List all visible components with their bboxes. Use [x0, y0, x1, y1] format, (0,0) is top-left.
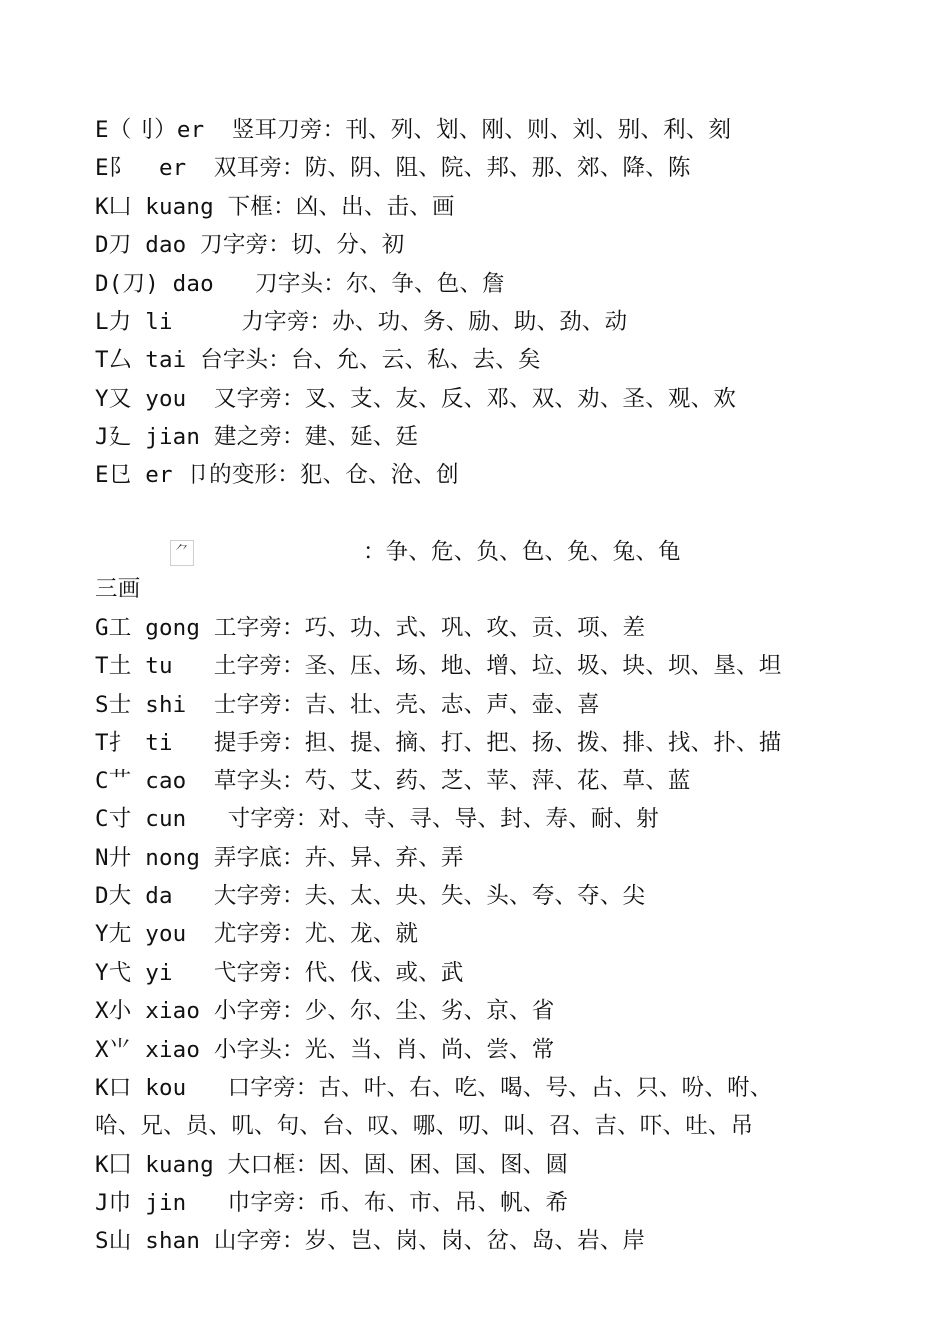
radical-line: D大 da 大字旁：夫、太、央、失、头、夸、夺、尖: [95, 883, 646, 909]
radical-line: T扌 ti 提手旁：担、提、摘、打、把、扬、拨、排、找、扑、描: [95, 730, 782, 756]
radical-line: X小 xiao 小字旁：少、尔、尘、劣、京、省: [95, 998, 555, 1024]
radical-line: S士 shi 士字旁：吉、壮、壳、志、声、壶、喜: [95, 692, 600, 718]
radical-line: K口 kou 口字旁：古、叶、右、吃、喝、号、占、只、吩、咐、: [95, 1075, 773, 1101]
radical-line: K囗 kuang 大口框：因、固、困、国、图、圆: [95, 1152, 569, 1178]
radical-line: K凵 kuang 下框：凶、出、击、画: [95, 194, 455, 220]
radical-line: D(刀) dao 刀字头：尔、争、色、詹: [95, 271, 505, 297]
radical-line: Y尢 you 尤字旁：尤、龙、就: [95, 921, 419, 947]
radical-line: D刀 dao 刀字旁：切、分、初: [95, 232, 405, 258]
radical-line: Y又 you 又字旁：叉、支、友、反、邓、双、劝、圣、观、欢: [95, 386, 737, 412]
radical-line: S山 shan 山字旁：岁、岂、岗、岗、岔、岛、岩、岸: [95, 1228, 646, 1254]
radical-line: C艹 cao 草字头：芍、艾、药、芝、苹、萍、花、草、蓝: [95, 768, 691, 794]
radical-line: L力 li 力字旁：办、功、务、励、助、劲、动: [95, 309, 628, 335]
special-radical-line: [95, 495, 681, 565]
radical-glyph-icon: ⺈: [170, 540, 194, 566]
radical-line: G工 gong 工字旁：巧、功、式、巩、攻、贡、项、差: [95, 615, 646, 641]
section-heading: 三画: [95, 576, 141, 602]
radical-line: X⺌ xiao 小字头：光、当、肖、尚、尝、常: [95, 1037, 555, 1063]
radical-line: T土 tu 土字旁：圣、压、场、地、增、垃、圾、块、坝、垦、坦: [95, 653, 782, 679]
radical-line: E（刂）er 竖耳刀旁：刊、列、划、刚、则、刘、别、利、刻: [95, 117, 732, 143]
radical-line: C寸 cun 寸字旁：对、寺、寻、导、封、寿、耐、射: [95, 806, 659, 832]
radical-line: E阝 er 双耳旁：防、阴、阻、院、邦、那、郊、降、陈: [95, 155, 691, 181]
radical-line: J巾 jin 巾字旁：币、布、市、吊、帆、希: [95, 1190, 569, 1216]
special-radical-text: ：争、危、负、色、免、兔、龟: [198, 539, 681, 565]
radical-line: N廾 nong 弄字底：卉、异、弃、弄: [95, 845, 464, 871]
radical-line-continuation: 哈、兄、员、叽、句、台、叹、哪、叨、叫、召、吉、吓、吐、吊: [95, 1113, 754, 1139]
radical-line: E㔾 er 卩的变形：犯、仓、沧、创: [95, 462, 459, 488]
radical-line: Y弋 yi 弋字旁：代、伐、或、武: [95, 960, 464, 986]
radical-line: T厶 tai 台字头：台、允、云、私、去、矣: [95, 347, 541, 373]
radical-line: J廴 jian 建之旁：建、延、廷: [95, 424, 419, 450]
